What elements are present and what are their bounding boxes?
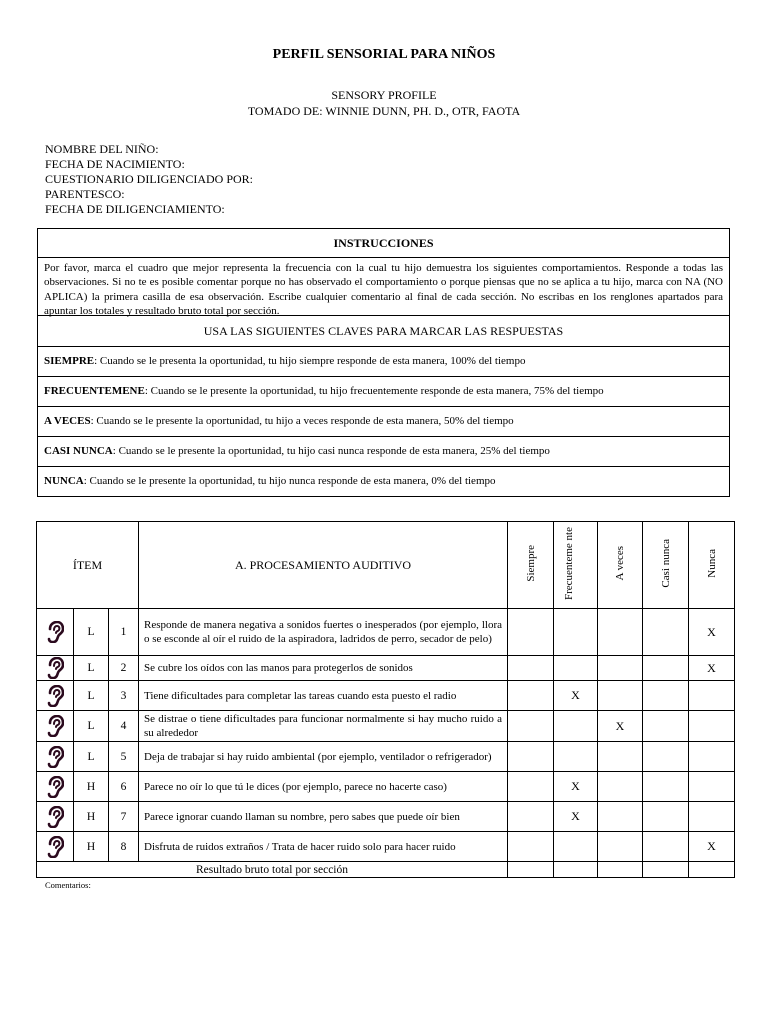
answer-cell-a-veces[interactable] [598,656,643,681]
table-row [37,772,735,802]
ear-icon [46,715,64,737]
answer-cell-casi-nunca[interactable] [643,681,689,711]
ear-icon [46,776,64,798]
page-title: PERFIL SENSORIAL PARA NIÑOS [272,47,496,62]
item-number: 8 [109,832,139,862]
col-label: Siempre [524,545,537,582]
answer-cell-nunca[interactable] [689,772,735,802]
item-description: Se distrae o tiene dificultades para funcionar normalmente si hay mucho ruido a su alrededor [139,711,508,742]
answer-cell-nunca[interactable]: X [689,609,735,656]
item-code: L [74,609,109,656]
answer-cell-frecuentemente[interactable] [554,609,598,656]
answer-cell-nunca[interactable] [689,742,735,772]
answer-cell-siempre[interactable] [508,609,554,656]
key-row-casi-nunca [38,437,729,467]
answer-cell-frecuentemente[interactable] [554,656,598,681]
answer-cell-nunca[interactable]: X [689,656,735,681]
keys-heading: USA LAS SIGUIENTES CLAVES PARA MARCAR LAS RESPUESTAS [38,316,729,347]
answer-cell-a-veces[interactable] [598,772,643,802]
col-header-nunca [689,522,735,609]
key-term: A VECES [44,415,91,427]
ear-icon [46,836,64,858]
answer-cell-a-veces[interactable] [598,681,643,711]
comments-label: Comentarios: [45,880,91,890]
table-row [37,609,735,656]
answer-cell-siempre[interactable] [508,656,554,681]
ear-icon-cell [37,772,74,802]
ear-icon [46,746,64,768]
ear-icon [46,657,64,679]
item-code: H [74,772,109,802]
answer-cell-casi-nunca[interactable] [643,656,689,681]
answer-cell-frecuentemente[interactable] [554,711,598,742]
total-a-veces[interactable] [598,862,643,878]
answer-cell-a-veces[interactable] [598,609,643,656]
item-description: Parece no oír lo que tú le dices (por ejemplo, parece no hacerte caso) [139,772,508,802]
item-code: L [74,742,109,772]
answer-cell-casi-nunca[interactable] [643,832,689,862]
answer-cell-a-veces[interactable] [598,802,643,832]
child-info-fields [45,142,253,217]
ear-icon [46,685,64,707]
item-header: ÍTEM [37,522,139,609]
table-row [37,802,735,832]
answer-cell-casi-nunca[interactable] [643,711,689,742]
answer-cell-casi-nunca[interactable] [643,772,689,802]
item-code: H [74,832,109,862]
answer-cell-nunca[interactable] [689,802,735,832]
ear-icon [46,621,64,643]
key-text: : Cuando se le presente la oportunidad, tu hijo casi nunca responde de esta manera, 25% del tiempo [112,445,550,457]
field-birth-date[interactable]: FECHA DE NACIMIENTO: [45,157,185,171]
table-row [37,656,735,681]
answer-cell-frecuentemente[interactable] [554,832,598,862]
item-description: Se cubre los oídos con las manos para protegerlos de sonidos [139,656,508,681]
section-header: A. PROCESAMIENTO AUDITIVO [139,522,508,609]
item-code: L [74,656,109,681]
item-number: 7 [109,802,139,832]
item-description: Disfruta de ruidos extraños / Trata de hacer ruido solo para hacer ruido [139,832,508,862]
item-number: 5 [109,742,139,772]
col-label: Frecuenteme nte [562,527,575,600]
field-child-name[interactable]: NOMBRE DEL NIÑO: [45,142,159,156]
table-row [37,742,735,772]
answer-cell-frecuentemente[interactable]: X [554,772,598,802]
col-label: A veces [614,546,626,581]
item-code: L [74,711,109,742]
item-number: 6 [109,772,139,802]
item-description: Parece ignorar cuando llaman su nombre, pero sabes que puede oír bien [139,802,508,832]
answer-cell-siempre[interactable] [508,711,554,742]
auditory-processing-table [36,521,735,878]
key-term: NUNCA [44,475,84,487]
key-text: : Cuando se le presente la oportunidad, tu hijo nunca responde de esta manera, 0% del tiempo [83,475,496,487]
key-term: CASI NUNCA [44,445,113,457]
table-row [37,832,735,862]
key-text: : Cuando se le presente la oportunidad, tu hijo frecuentemente responde de esta manera, 75% del tiempo [144,385,604,397]
key-row-frecuentemente [38,377,729,407]
key-term: FRECUENTEMENE [44,385,145,397]
item-number: 3 [109,681,139,711]
answer-cell-casi-nunca[interactable] [643,609,689,656]
key-term: SIEMPRE [44,355,95,367]
col-header-a-veces [598,522,643,609]
col-header-frecuentemente [554,522,598,609]
field-fill-date[interactable]: FECHA DE DILIGENCIAMIENTO: [45,202,225,216]
key-row-siempre [38,347,729,377]
total-label: Resultado bruto total por sección [37,862,508,878]
total-casi-nunca[interactable] [643,862,689,878]
answer-cell-nunca[interactable] [689,711,735,742]
item-number: 4 [109,711,139,742]
instructions-body: Por favor, marca el cuadro que mejor representa la frecuencia con la cual tu hijo demuestra los siguientes comportamientos. Responde a todas las observaciones. Si no te es posible comentar porque no has observado el comportamiento o porque piensas que no se aplica a tu hijo, marca con NA (NO APLICA) la primera casilla de esa observación. Escribe cualquier comentario al final de cada sección. No escribas en los renglones apartados para apuntar los totales y resultado bruto total por sección. [38,258,729,316]
col-label: Nunca [705,549,718,578]
key-text: : Cuando se le presente la oportunidad, tu hijo a veces responde de esta manera, 50% del tiempo [90,415,514,427]
key-row-nunca [38,467,729,496]
answer-cell-a-veces[interactable] [598,742,643,772]
instructions-heading: INSTRUCCIONES [38,229,729,258]
answer-cell-nunca[interactable] [689,681,735,711]
total-siempre[interactable] [508,862,554,878]
subtitle-source: TOMADO DE: WINNIE DUNN, PH. D., OTR, FAOTA [247,104,521,118]
col-header-casi-nunca [643,522,689,609]
ear-icon-cell [37,742,74,772]
answer-cell-frecuentemente[interactable] [554,742,598,772]
ear-icon-cell [37,609,74,656]
subtitle-sensory-profile: SENSORY PROFILE [331,88,437,102]
answer-cell-a-veces[interactable]: X [598,711,643,742]
answer-cell-a-veces[interactable] [598,832,643,862]
ear-icon-cell [37,802,74,832]
table-row [37,711,735,742]
field-relationship[interactable]: PARENTESCO: [45,187,125,201]
total-frecuentemente[interactable] [554,862,598,878]
ear-icon-cell [37,681,74,711]
item-description: Tiene dificultades para completar las tareas cuando esta puesto el radio [139,681,508,711]
item-number: 1 [109,609,139,656]
answer-cell-siempre[interactable] [508,742,554,772]
table-row [37,681,735,711]
field-filled-by[interactable]: CUESTIONARIO DILIGENCIADO POR: [45,172,253,186]
item-description: Deja de trabajar si hay ruido ambiental (por ejemplo, ventilador o refrigerador) [139,742,508,772]
ear-icon [46,806,64,828]
item-code: H [74,802,109,832]
item-description: Responde de manera negativa a sonidos fuertes o inesperados (por ejemplo, llora o se esconde al oír el ruido de la aspiradora, ladridos de perro, secador de pelo) [139,609,508,656]
ear-icon-cell [37,656,74,681]
ear-icon-cell [37,832,74,862]
ear-icon-cell [37,711,74,742]
col-label: Casi nunca [659,539,672,588]
answer-cell-siempre[interactable] [508,832,554,862]
item-code: L [74,681,109,711]
answer-cell-casi-nunca[interactable] [643,742,689,772]
answer-cell-nunca[interactable]: X [689,832,735,862]
answer-cell-frecuentemente[interactable]: X [554,802,598,832]
instructions-box [37,228,730,497]
key-text: : Cuando se le presenta la oportunidad, tu hijo siempre responde de esta manera, 100% del tiempo [94,355,526,367]
answer-cell-frecuentemente[interactable]: X [554,681,598,711]
item-number: 2 [109,656,139,681]
key-row-a-veces [38,407,729,437]
answer-cell-siempre[interactable] [508,772,554,802]
total-nunca[interactable] [689,862,735,878]
answer-cell-siempre[interactable] [508,802,554,832]
answer-cell-casi-nunca[interactable] [643,802,689,832]
answer-cell-siempre[interactable] [508,681,554,711]
col-header-siempre [508,522,554,609]
